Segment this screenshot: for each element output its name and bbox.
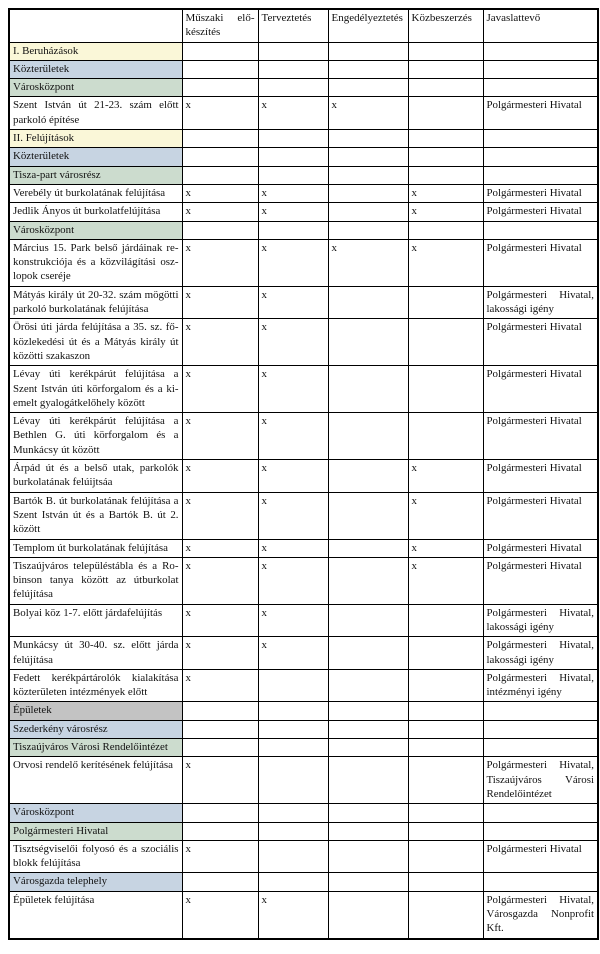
empty-cell xyxy=(182,702,258,720)
empty-cell xyxy=(483,873,598,891)
section-row xyxy=(9,822,598,840)
proposer-cell: Polgármesteri Hivatal xyxy=(483,492,598,539)
empty-cell xyxy=(328,891,408,938)
empty-cell xyxy=(408,166,483,184)
empty-cell xyxy=(408,822,483,840)
project-name-cell: Épületek felújítása xyxy=(9,891,182,938)
empty-cell xyxy=(483,702,598,720)
empty-cell xyxy=(408,148,483,166)
section-label-cell: Szederkény városrész xyxy=(9,720,182,738)
phase-mark-cell: x xyxy=(408,184,483,202)
section-row xyxy=(9,166,598,184)
phase-mark-cell: x xyxy=(408,539,483,557)
section-row xyxy=(9,42,598,60)
empty-cell xyxy=(408,702,483,720)
header-row xyxy=(9,9,598,42)
column-header-engedelyeztetes: Engedélyeztetés xyxy=(328,9,408,42)
phase-mark-cell: x xyxy=(258,366,328,413)
empty-cell xyxy=(328,460,408,493)
proposer-cell: Polgármesteri Hivatal xyxy=(483,539,598,557)
empty-cell xyxy=(328,203,408,221)
project-name-cell: Templom út burkolatának felújítása xyxy=(9,539,182,557)
empty-cell xyxy=(328,221,408,239)
project-schedule-table xyxy=(8,8,599,940)
project-row xyxy=(9,319,598,366)
empty-cell xyxy=(328,757,408,804)
section-label-cell: I. Beruházások xyxy=(9,42,182,60)
phase-mark-cell: x xyxy=(258,413,328,460)
project-name-cell: Munkácsy út 30-40. sz. előtt járda felújítása xyxy=(9,637,182,670)
proposer-cell: Polgármesteri Hivatal, lakossági igény xyxy=(483,604,598,637)
section-row xyxy=(9,804,598,822)
table-body xyxy=(9,42,598,939)
empty-cell xyxy=(408,604,483,637)
empty-cell xyxy=(182,720,258,738)
empty-cell xyxy=(408,873,483,891)
empty-cell xyxy=(408,42,483,60)
project-row xyxy=(9,97,598,130)
phase-mark-cell: x xyxy=(258,203,328,221)
empty-cell xyxy=(182,60,258,78)
phase-mark-cell: x xyxy=(182,184,258,202)
project-row xyxy=(9,460,598,493)
section-label-cell: Tisza-part városrész xyxy=(9,166,182,184)
empty-cell xyxy=(328,319,408,366)
project-name-cell: Verebély út burkolatának felújítása xyxy=(9,184,182,202)
empty-cell xyxy=(182,148,258,166)
phase-mark-cell: x xyxy=(258,539,328,557)
proposer-cell: Polgármesteri Hivatal xyxy=(483,366,598,413)
section-row xyxy=(9,739,598,757)
empty-cell xyxy=(182,79,258,97)
empty-cell xyxy=(258,42,328,60)
phase-mark-cell: x xyxy=(182,286,258,319)
empty-cell xyxy=(182,130,258,148)
project-name-cell: Tiszaújváros településtábla és a Robinson tanya között az útburkolat felújítása xyxy=(9,557,182,604)
empty-cell xyxy=(258,130,328,148)
empty-cell xyxy=(483,42,598,60)
corner-cell xyxy=(9,9,182,42)
project-name-cell: Tisztségviselői folyosó és a szociális blokk felújítása xyxy=(9,840,182,873)
empty-cell xyxy=(483,804,598,822)
phase-mark-cell: x xyxy=(182,891,258,938)
empty-cell xyxy=(483,720,598,738)
empty-cell xyxy=(182,42,258,60)
section-label-cell: Polgármesteri Hivatal xyxy=(9,822,182,840)
empty-cell xyxy=(328,148,408,166)
phase-mark-cell: x xyxy=(408,557,483,604)
phase-mark-cell: x xyxy=(408,492,483,539)
project-name-cell: Bartók B. út burkolatának felújítása a Szent István út és a Bartók B. út 2. között xyxy=(9,492,182,539)
empty-cell xyxy=(328,804,408,822)
empty-cell xyxy=(182,873,258,891)
empty-cell xyxy=(328,413,408,460)
empty-cell xyxy=(408,637,483,670)
section-label-cell: Városgazda telephely xyxy=(9,873,182,891)
column-header-kozbeszerzes: Közbeszerzés xyxy=(408,9,483,42)
section-row xyxy=(9,720,598,738)
empty-cell xyxy=(328,702,408,720)
project-name-cell: Orvosi rendelő kerítésének felújítása xyxy=(9,757,182,804)
empty-cell xyxy=(408,60,483,78)
empty-cell xyxy=(483,739,598,757)
proposer-cell: Polgármesteri Hivatal xyxy=(483,557,598,604)
phase-mark-cell: x xyxy=(258,891,328,938)
empty-cell xyxy=(408,130,483,148)
project-row xyxy=(9,413,598,460)
empty-cell xyxy=(328,42,408,60)
phase-mark-cell: x xyxy=(182,203,258,221)
empty-cell xyxy=(258,702,328,720)
phase-mark-cell: x xyxy=(258,492,328,539)
empty-cell xyxy=(328,286,408,319)
phase-mark-cell: x xyxy=(182,669,258,702)
phase-mark-cell: x xyxy=(258,184,328,202)
phase-mark-cell: x xyxy=(328,97,408,130)
proposer-cell: Polgármesteri Hivatal xyxy=(483,203,598,221)
phase-mark-cell: x xyxy=(408,203,483,221)
project-row xyxy=(9,539,598,557)
section-row xyxy=(9,221,598,239)
project-row xyxy=(9,840,598,873)
phase-mark-cell: x xyxy=(182,604,258,637)
phase-mark-cell: x xyxy=(182,239,258,286)
empty-cell xyxy=(328,130,408,148)
empty-cell xyxy=(328,840,408,873)
proposer-cell: Polgármesteri Hivatal xyxy=(483,239,598,286)
section-row xyxy=(9,702,598,720)
phase-mark-cell: x xyxy=(258,286,328,319)
empty-cell xyxy=(258,840,328,873)
project-row xyxy=(9,203,598,221)
empty-cell xyxy=(258,221,328,239)
empty-cell xyxy=(328,539,408,557)
phase-mark-cell: x xyxy=(408,239,483,286)
project-row xyxy=(9,891,598,938)
section-label-cell: Városközpont xyxy=(9,221,182,239)
phase-mark-cell: x xyxy=(408,460,483,493)
empty-cell xyxy=(408,891,483,938)
empty-cell xyxy=(408,366,483,413)
project-row xyxy=(9,286,598,319)
empty-cell xyxy=(408,669,483,702)
empty-cell xyxy=(328,184,408,202)
phase-mark-cell: x xyxy=(258,460,328,493)
empty-cell xyxy=(408,840,483,873)
project-row xyxy=(9,637,598,670)
empty-cell xyxy=(408,286,483,319)
phase-mark-cell: x xyxy=(182,492,258,539)
proposer-cell: Polgármesteri Hivatal xyxy=(483,460,598,493)
section-row xyxy=(9,148,598,166)
empty-cell xyxy=(182,166,258,184)
project-name-cell: Lévay úti kerékpárút felújítása a Bethlen G. úti körforgalom és a Munkácsy út között xyxy=(9,413,182,460)
empty-cell xyxy=(258,166,328,184)
column-header-javaslattevo: Javaslattevő xyxy=(483,9,598,42)
empty-cell xyxy=(328,79,408,97)
project-row xyxy=(9,492,598,539)
project-row xyxy=(9,604,598,637)
empty-cell xyxy=(408,720,483,738)
section-label-cell: II. Felújítások xyxy=(9,130,182,148)
empty-cell xyxy=(328,557,408,604)
empty-cell xyxy=(328,739,408,757)
project-name-cell: Március 15. Park belső járdáinak rekonstrukciója és a közvilágítási oszlopok cseréje xyxy=(9,239,182,286)
empty-cell xyxy=(328,492,408,539)
empty-cell xyxy=(328,637,408,670)
phase-mark-cell: x xyxy=(258,637,328,670)
phase-mark-cell: x xyxy=(182,97,258,130)
empty-cell xyxy=(258,739,328,757)
project-name-cell: Mátyás király út 20-32. szám mögötti parkoló burkolatának felújítása xyxy=(9,286,182,319)
project-row xyxy=(9,557,598,604)
section-label-cell: Épületek xyxy=(9,702,182,720)
empty-cell xyxy=(328,60,408,78)
phase-mark-cell: x xyxy=(258,97,328,130)
phase-mark-cell: x xyxy=(182,840,258,873)
project-name-cell: Lévay úti kerékpárút felújítása a Szent István úti körforgalom és a kiemelt gyalogátkelőhely között xyxy=(9,366,182,413)
empty-cell xyxy=(408,413,483,460)
phase-mark-cell: x xyxy=(182,539,258,557)
empty-cell xyxy=(483,166,598,184)
empty-cell xyxy=(258,804,328,822)
empty-cell xyxy=(258,873,328,891)
empty-cell xyxy=(182,739,258,757)
empty-cell xyxy=(408,804,483,822)
proposer-cell: Polgármesteri Hivatal xyxy=(483,840,598,873)
project-name-cell: Örösi úti járda felújítása a 35. sz. főközlekedési út és a Mátyás király út közötti szakaszon xyxy=(9,319,182,366)
section-row xyxy=(9,79,598,97)
phase-mark-cell: x xyxy=(182,413,258,460)
empty-cell xyxy=(408,97,483,130)
empty-cell xyxy=(258,60,328,78)
empty-cell xyxy=(483,130,598,148)
project-name-cell: Jedlik Ányos út burkolatfelújítása xyxy=(9,203,182,221)
column-header-terveztetes: Terveztetés xyxy=(258,9,328,42)
proposer-cell: Polgármesteri Hivatal xyxy=(483,184,598,202)
empty-cell xyxy=(408,739,483,757)
project-name-cell: Árpád út és a belső utak, parkolók burkolatának felúijtsáa xyxy=(9,460,182,493)
empty-cell xyxy=(258,79,328,97)
section-label-cell: Tiszaújváros Városi Rendelőintézet xyxy=(9,739,182,757)
phase-mark-cell: x xyxy=(258,557,328,604)
empty-cell xyxy=(328,720,408,738)
project-name-cell: Bolyai köz 1-7. előtt járdafelújítás xyxy=(9,604,182,637)
proposer-cell: Polgármesteri Hivatal, lakossági igény xyxy=(483,637,598,670)
proposer-cell: Polgármesteri Hivatal xyxy=(483,413,598,460)
project-name-cell: Szent István út 21-23. szám előtt parkoló építése xyxy=(9,97,182,130)
phase-mark-cell: x xyxy=(182,366,258,413)
project-row xyxy=(9,757,598,804)
empty-cell xyxy=(328,822,408,840)
empty-cell xyxy=(328,669,408,702)
empty-cell xyxy=(408,79,483,97)
project-row xyxy=(9,184,598,202)
proposer-cell: Polgármesteri Hivatal, intézményi igény xyxy=(483,669,598,702)
empty-cell xyxy=(182,804,258,822)
empty-cell xyxy=(258,822,328,840)
empty-cell xyxy=(328,366,408,413)
proposer-cell: Polgármesteri Hivatal, Tiszaújváros Városi Rendelőintézet xyxy=(483,757,598,804)
phase-mark-cell: x xyxy=(182,757,258,804)
project-row xyxy=(9,669,598,702)
empty-cell xyxy=(328,166,408,184)
empty-cell xyxy=(258,757,328,804)
proposer-cell: Polgármesteri Hivatal xyxy=(483,97,598,130)
project-name-cell: Fedett kerékpártárolók kialakítása közterületen intézmények előtt xyxy=(9,669,182,702)
empty-cell xyxy=(483,60,598,78)
section-label-cell: Közterületek xyxy=(9,148,182,166)
empty-cell xyxy=(483,148,598,166)
empty-cell xyxy=(258,720,328,738)
section-label-cell: Városközpont xyxy=(9,804,182,822)
phase-mark-cell: x xyxy=(182,637,258,670)
phase-mark-cell: x xyxy=(258,239,328,286)
empty-cell xyxy=(182,221,258,239)
phase-mark-cell: x xyxy=(328,239,408,286)
proposer-cell: Polgármesteri Hivatal xyxy=(483,319,598,366)
empty-cell xyxy=(483,822,598,840)
section-row xyxy=(9,873,598,891)
phase-mark-cell: x xyxy=(182,460,258,493)
empty-cell xyxy=(258,669,328,702)
phase-mark-cell: x xyxy=(182,557,258,604)
phase-mark-cell: x xyxy=(182,319,258,366)
empty-cell xyxy=(408,221,483,239)
empty-cell xyxy=(328,873,408,891)
empty-cell xyxy=(483,79,598,97)
phase-mark-cell: x xyxy=(258,319,328,366)
empty-cell xyxy=(182,822,258,840)
empty-cell xyxy=(408,757,483,804)
project-row xyxy=(9,366,598,413)
proposer-cell: Polgármesteri Hivatal, lakossági igény xyxy=(483,286,598,319)
empty-cell xyxy=(328,604,408,637)
empty-cell xyxy=(408,319,483,366)
section-row xyxy=(9,130,598,148)
phase-mark-cell: x xyxy=(258,604,328,637)
empty-cell xyxy=(483,221,598,239)
project-row xyxy=(9,239,598,286)
section-row xyxy=(9,60,598,78)
column-header-muszaki-elokeszites: Műszaki előkészítés xyxy=(182,9,258,42)
section-label-cell: Közterületek xyxy=(9,60,182,78)
proposer-cell: Polgármesteri Hivatal, Városgazda Nonprofit Kft. xyxy=(483,891,598,938)
section-label-cell: Városközpont xyxy=(9,79,182,97)
empty-cell xyxy=(258,148,328,166)
